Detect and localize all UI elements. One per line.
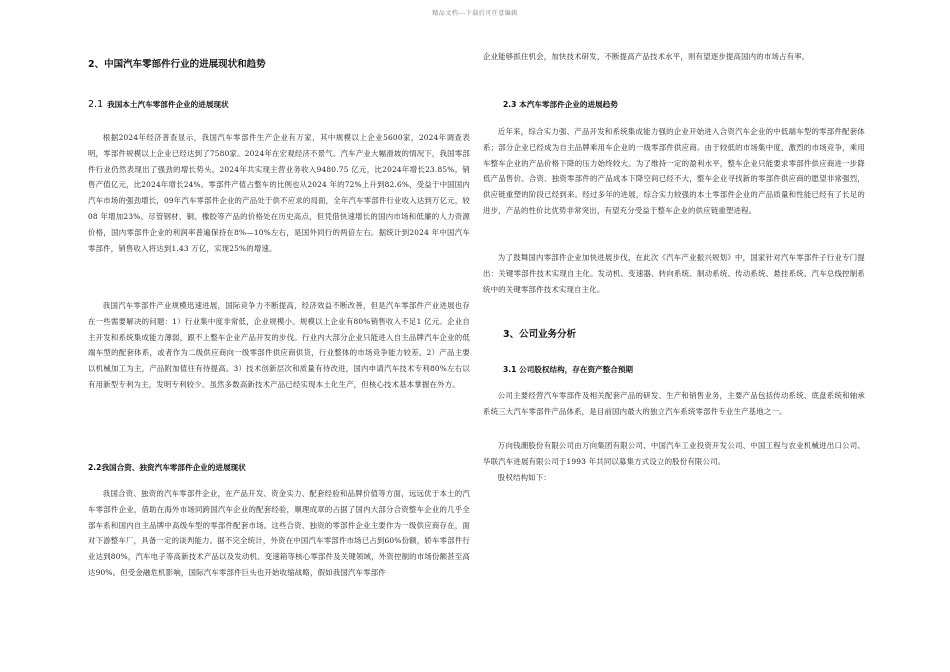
section-heading-3: 3、公司业务分析: [503, 329, 577, 340]
paragraph-industry-issues: 我国汽车零部件产业规模迅速进展，国际竞争力不断提高，经济效益不断改善，但是汽车零部件产业进展也存在一些需要解决的问题：1）行业集中度非常低，企业规模小。规模以上企业有80%销售收入不足1 亿元。企业自主开发和系统集成能力薄弱，跟不上整车企业产品开发的步伐。行业内大部分企业只能进入自主品牌汽车企业的低端车型的配套体系，或者作为二级供应商向一级零部件供应商供货，行业整体的市场竞争能力较差。2）产品主要以机械加工为主，产品附加值往有待提高。3）技术创新层次和质量有待改进，国内申请汽车技术专利80%左右以有用新型专利为主，发明专利较少。虽然多数高新技术产品已经实现本土化生产，但核心技术基本掌握在外方。: [88, 301, 470, 389]
paragraph-industry-stats: 根据2024年经济普查显示，我国汽车零部件生产企业有万家，其中规模以上企业5600家，2024年调查表明，零部件规模以上企业已经达到了7580家。2024年在宏观经济不景气、汽车产业大幅滑坡的情况下，我国零部件行业仍然表现出了强劲的增长势头。2024年共实现主营业务收入9480.75 亿元，比2024年增长23.85%。销售产值亿元，比2024年增长24%。零部件产值占整车的比例也从2024 年的72%上升到82.6%，受益于中国国内汽车市场的强劲增长，09年汽车零部件企业的产品处于供不应求的局面，全年汽车零部件行业收入达到万亿元，较08 年增加23%。尽管钢材、铜、橡胶等产品的价格处在历史高点，但凭借快速增长的国内市场和低廉的人力资源价格，国内零部件企业的利润率普遍保持在8%—10%左右，是国外同行的两倍左右。据统计到2024 年中国汽车零部件，销售收入将达到1.43 万亿，实现25%的增速。: [88, 133, 470, 253]
paragraph-policy: 为了鼓舞国内零部件企业加快进展步伐，在此次《汽车产业振兴规划》中，国家针对汽车零部件子行业专门提出：关键零部件技术实现自主化。发动机、变速器、转向系统、制动系统、传动系统、悬挂系统、汽车总线控制系统中的关键零部件技术实现自主化。: [483, 253, 865, 294]
page-header-watermark: 精品文档---下载后可任意编辑: [432, 10, 518, 17]
subsection-title: 我国本土汽车零部件企业的进展现状: [107, 100, 229, 109]
paragraph-equity-structure: 股权结构如下：: [497, 473, 551, 482]
subsection-heading-2-2: 2.2我国合资、独资汽车零部件企业的进展现状: [88, 463, 246, 472]
paragraph-company-founding: 万向钱潮股份有限公司由万向集团有限公司、中国汽车工业投资开发公司、中国工程与农业机械进出口公司、华联汽车进展有限公司于1993 年共同以募集方式设立的股份有限公司。: [483, 441, 865, 466]
subsection-heading-3-1: 3.1 公司股权结构，存在资产整合预期: [503, 365, 634, 374]
paragraph-continued: 企业能够抓住机会，加快技术研发，不断提高产品技术水平，则有望逐步提高国内的市场占有率。: [483, 52, 810, 61]
subsection-number: 2.1: [88, 99, 104, 110]
subsection-heading-2-1: [88, 99, 229, 110]
paragraph-trends: 近年来，综合实力强、产品开发和系统集成能力强的企业开始进入合资汽车企业的中低端车型的零部件配套体系；部分企业已经成为自主品牌乘用车企业的一级零部件供应商。由于较低的市场集中度，激烈的市场竞争，乘用车整车企业的产品价格下降的压力始终较大。为了维持一定的盈利水平，整车企业只能要求零部件供应商进一步降低产品售价。合资、独资零部件的产品成本下降空间已经不大，整车企业寻找新的零部件供应商的愿望非常强烈，供应链重塑的阶段已经到来。经过多年的进展，综合实力较强的本土零部件企业的产品质量和性能已经有了长足的进步，产品的性价比优势非常突出，有望充分受益于整车企业的供应链重塑进程。: [483, 127, 865, 215]
paragraph-company-business: 公司主要经营汽车零部件及相关配套产品的研发、生产和销售业务，主要产品包括传动系统、底盘系统和轴承系统三大汽车零部件产品体系，是目前国内最大的独立汽车系统零部件专业生产基地之一。: [483, 391, 865, 416]
subsection-heading-2-3: 2.3 本汽车零部件企业的进展趋势: [503, 100, 618, 109]
section-heading-2: 2、中国汽车零部件行业的进展现状和趋势: [88, 59, 266, 70]
paragraph-foreign-enterprises: 我国合资、独资的汽车零部件企业，在产品开发、资金实力、配套经验和品牌价值等方面，远远优于本土的汽车零部件企业，借助在海外市场同跨国汽车企业的配套经验，顺理成章的占据了国内大部分合资整车企业的几乎全部车系和国内自主品牌中高级车型的零部件配套市场。这些合资、独资的零部件企业主要作为一级供应商存在，面对下游整车厂，具备一定的谈判能力。据不完全统计，外资在中国汽车零部件市场已占到60%份额，轿车零部件行业达到80%，汽车电子等高新技术产品以及发动机、变速箱等核心零部件及关键领域，外资控制的市场份额甚至高达90%。但受金融危机影响，国际汽车零部件巨头也开始收缩战略，假如我国汽车零部件: [88, 489, 470, 577]
